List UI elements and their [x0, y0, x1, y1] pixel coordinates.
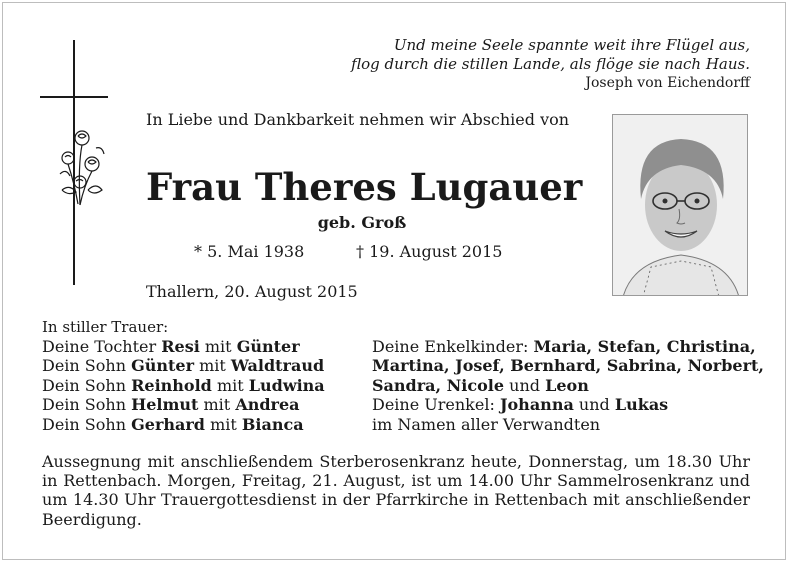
quote-line-2: flog durch die stillen Lande, als flöge sie nach Haus.: [351, 55, 750, 73]
deceased-name: Frau Theres Lugauer: [146, 165, 583, 209]
poem-quote: [351, 36, 750, 93]
mourners-family-list: [42, 337, 362, 434]
portrait-image: [613, 115, 748, 296]
cross-with-roses-icon: [40, 40, 115, 285]
birth-date: * 5. Mai 1938: [194, 242, 305, 261]
relatives-line: im Namen aller Verwandten: [372, 414, 601, 434]
quote-author: Joseph von Eichendorff: [585, 75, 750, 91]
mourners-heading: In stiller Trauer:: [42, 318, 169, 336]
grandchildren-line-3: Sandra, Nicole und Leon: [372, 375, 589, 395]
mourner-row: Dein Sohn Reinhold mit Ludwina: [42, 375, 325, 395]
quote-line-1: Und meine Seele spannte weit ihre Flügel aus,: [393, 36, 750, 54]
portrait-photo: [612, 114, 748, 296]
mourners-grandchildren-list: [372, 337, 762, 434]
mourner-row: Deine Tochter Resi mit Günter: [42, 337, 300, 356]
mourner-row: Dein Sohn Günter mit Waldtraud: [42, 356, 325, 376]
mourner-row: Dein Sohn Helmut mit Andrea: [42, 395, 300, 415]
death-date: † 19. August 2015: [356, 242, 503, 261]
ceremony-details: Aussegnung mit anschließendem Sterberosenkranz heute, Donnerstag, um 18.30 Uhr in Rettenbach. Morgen, Freitag, 21. August, ist um 14.00 Uhr Sammelrosenkranz und um 14.30 Uhr Trauergottesdienst in der Pfarrkirche in Rettenbach mit anschließender Beerdigung.: [42, 452, 750, 529]
maiden-name: geb. Groß: [317, 213, 407, 232]
place-and-date: Thallern, 20. August 2015: [146, 282, 358, 301]
grandchildren-line-1: Deine Enkelkinder: Maria, Stefan, Christina,: [372, 337, 756, 356]
mourner-row: Dein Sohn Gerhard mit Bianca: [42, 414, 304, 434]
grandchildren-line-2: Martina, Josef, Bernhard, Sabrina, Norbert,: [372, 356, 764, 376]
great-grandchildren-line: Deine Urenkel: Johanna und Lukas: [372, 395, 669, 415]
farewell-intro: In Liebe und Dankbarkeit nehmen wir Abschied von: [146, 110, 570, 129]
